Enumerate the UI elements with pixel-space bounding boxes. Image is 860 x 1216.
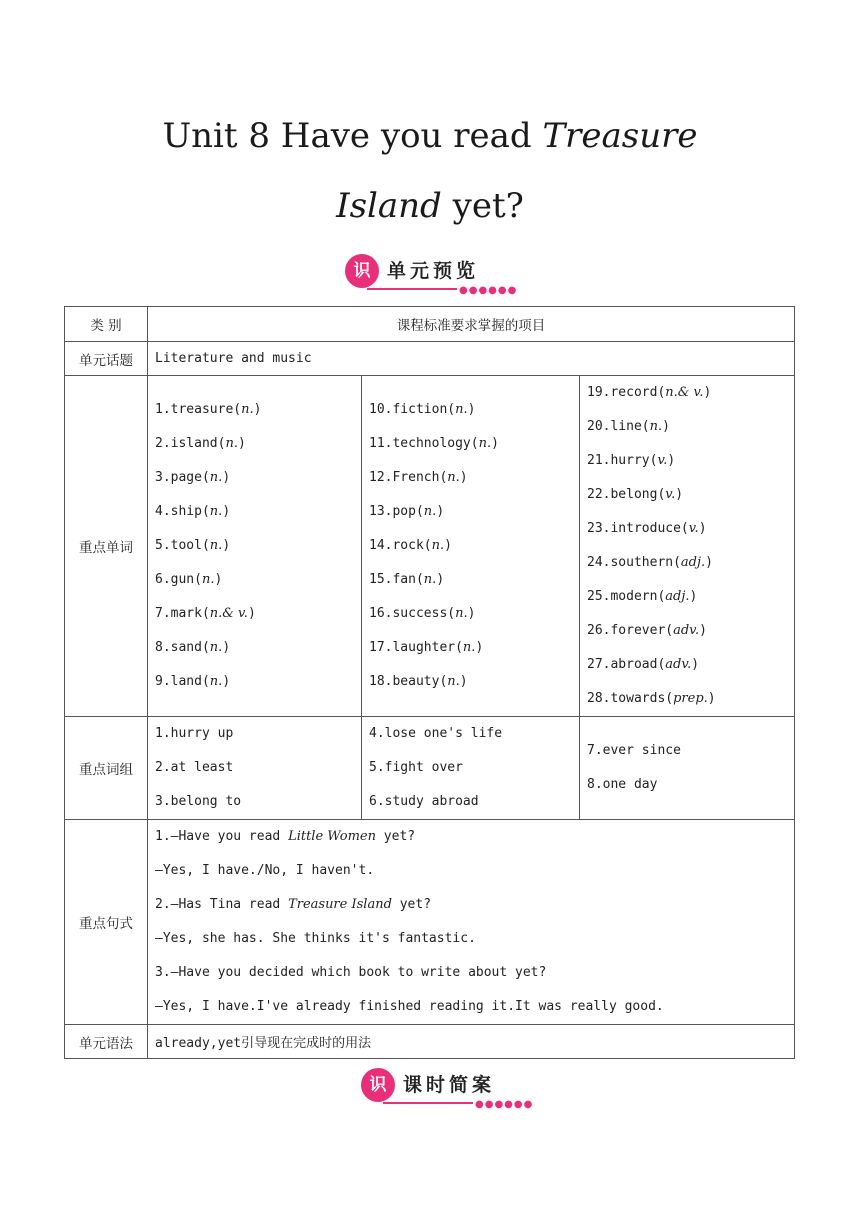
part-of-speech: n. (455, 606, 468, 621)
word-item: 22.belong(v.) (587, 487, 684, 502)
part-of-speech: prep. (673, 691, 708, 706)
grammar-value: already,yet引导现在完成时的用法 (148, 1025, 795, 1059)
words-label: 重点单词 (65, 376, 148, 717)
word-item: 1.treasure(n.) (155, 402, 262, 417)
unit-preview-badge (345, 254, 518, 296)
badge-underline (367, 288, 457, 290)
word-item: 25.modern(adj.) (587, 589, 698, 604)
grammar-label: 单元语法 (65, 1025, 148, 1059)
part-of-speech: n. (447, 674, 460, 689)
phrases-column-1 (148, 717, 362, 820)
part-of-speech: n. (447, 470, 460, 485)
knowledge-icon: 识 (361, 1068, 395, 1102)
word-item: 15.fan(n.) (369, 572, 445, 587)
part-of-speech: n. (478, 436, 492, 451)
part-of-speech: n. (209, 538, 223, 553)
part-of-speech: v. (665, 487, 676, 502)
part-of-speech: n. (423, 504, 437, 519)
word-item: 26.forever(adv.) (587, 623, 707, 638)
sentence-1b: —Yes, I have./No, I haven't. (155, 863, 375, 878)
topic-row (65, 342, 795, 376)
word-item: 11.technology(n.) (369, 436, 499, 451)
unit-overview-table (64, 306, 795, 1059)
part-of-speech: n. (209, 504, 223, 519)
word-item: 14.rock(n.) (369, 538, 452, 553)
phrases-column-3 (580, 717, 795, 820)
word-item: 2.island(n.) (155, 436, 246, 451)
category-header: 类 别 (65, 307, 148, 342)
part-of-speech: n. (462, 640, 476, 655)
word-item: 24.southern(adj.) (587, 555, 713, 570)
word-item: 10.fiction(n.) (369, 402, 476, 417)
unit-title-line-2: Island yet? (336, 186, 524, 226)
book-title-italic-2: Island (336, 186, 442, 226)
sentences-cell (148, 820, 795, 1025)
sentence-2b: —Yes, she has. She thinks it's fantastic. (155, 931, 476, 946)
sentence-3a: 3.—Have you decided which book to write about yet? (155, 965, 547, 980)
phrase-item: 8.one day (587, 777, 658, 792)
part-of-speech: n. (241, 402, 254, 417)
book-title-italic: Treasure (542, 116, 698, 156)
sentence-3b: —Yes, I have.I've already finished reading it.It was really good. (155, 999, 664, 1014)
word-item: 23.introduce(v.) (587, 521, 707, 536)
word-item: 12.French(n.) (369, 470, 468, 485)
word-item: 4.ship(n.) (155, 504, 231, 519)
topic-label: 单元话题 (65, 342, 148, 376)
word-item: 27.abroad(adv.) (587, 657, 700, 672)
word-item: 9.land(n.) (155, 674, 231, 689)
part-of-speech: n. (431, 538, 445, 553)
badge-underline (383, 1102, 473, 1104)
badge-dots: ●●●●●● (475, 1099, 534, 1110)
lesson-plan-heading: 课时简案 (403, 1074, 496, 1096)
word-item: 3.page(n.) (155, 470, 231, 485)
part-of-speech: v. (688, 521, 699, 536)
part-of-speech: v. (657, 453, 668, 468)
words-column-2 (362, 376, 580, 717)
word-item: 28.towards(prep.) (587, 691, 716, 706)
phrase-item: 5.fight over (369, 760, 463, 775)
part-of-speech: n. (209, 640, 223, 655)
items-header: 课程标准要求掌握的项目 (148, 307, 795, 342)
word-item: 18.beauty(n.) (369, 674, 468, 689)
sentence-1a: 1.—Have you read Little Women yet? (155, 829, 416, 844)
lesson-plan-badge (361, 1068, 534, 1110)
phrase-item: 4.lose one's life (369, 726, 503, 741)
topic-value: Literature and music (148, 342, 795, 376)
word-item: 7.mark(n.& v.) (155, 606, 256, 621)
knowledge-icon: 识 (345, 254, 379, 288)
phrases-column-2 (362, 717, 580, 820)
words-row (65, 376, 795, 717)
sentences-label: 重点句式 (65, 820, 148, 1025)
word-item: 13.pop(n.) (369, 504, 445, 519)
phrase-item: 7.ever since (587, 743, 681, 758)
header-row (65, 307, 795, 342)
word-item: 17.laughter(n.) (369, 640, 484, 655)
part-of-speech: n. (225, 436, 238, 451)
part-of-speech: n. (201, 572, 215, 587)
word-item: 21.hurry(v.) (587, 453, 676, 468)
word-item: 20.line(n.) (587, 419, 670, 434)
part-of-speech: n. (209, 470, 223, 485)
words-column-3 (580, 376, 795, 717)
word-item: 19.record(n.& v.) (587, 385, 712, 400)
part-of-speech: n. (649, 419, 663, 434)
phrase-item: 3.belong to (155, 794, 242, 809)
unit-preview-heading: 单元预览 (387, 260, 480, 282)
badge-dots: ●●●●●● (459, 285, 518, 296)
phrases-label: 重点词组 (65, 717, 148, 820)
grammar-row (65, 1025, 795, 1059)
part-of-speech: n. (209, 674, 223, 689)
phrase-item: 1.hurry up (155, 726, 234, 741)
part-of-speech: adj. (665, 589, 690, 604)
part-of-speech: adv. (665, 657, 692, 672)
phrase-item: 2.at least (155, 760, 234, 775)
unit-title-line-1: Unit 8 Have you read Treasure (162, 116, 698, 156)
word-item: 5.tool(n.) (155, 538, 231, 553)
word-item: 8.sand(n.) (155, 640, 231, 655)
part-of-speech: n.& v. (665, 385, 704, 400)
part-of-speech: n. (455, 402, 468, 417)
sentence-2a: 2.—Has Tina read Treasure Island yet? (155, 897, 432, 912)
phrases-row (65, 717, 795, 820)
part-of-speech: n.& v. (209, 606, 248, 621)
part-of-speech: n. (423, 572, 437, 587)
part-of-speech: adv. (673, 623, 700, 638)
word-item: 6.gun(n.) (155, 572, 223, 587)
sentences-row (65, 820, 795, 1025)
words-column-1 (148, 376, 362, 717)
phrase-item: 6.study abroad (369, 794, 479, 809)
word-item: 16.success(n.) (369, 606, 476, 621)
part-of-speech: adj. (680, 555, 706, 570)
